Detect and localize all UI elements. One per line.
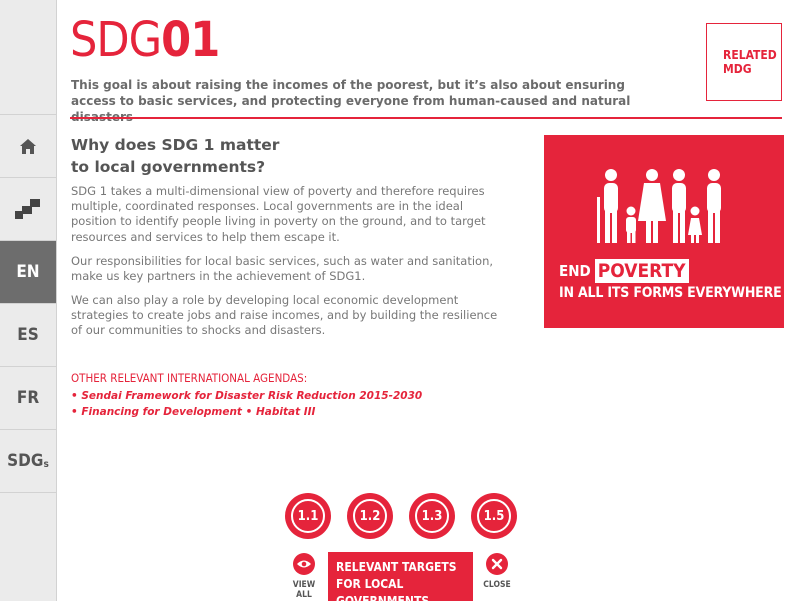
sidebar-item-stairs[interactable] [0, 178, 56, 241]
target-button-1-1[interactable] [285, 493, 331, 539]
agenda-links-financing-habitat[interactable]: • Financing for Development • Habitat III [71, 406, 316, 418]
relevant-targets-banner [328, 552, 473, 608]
sdgs-label: SDG [7, 451, 44, 471]
view-all-button[interactable] [284, 553, 324, 600]
related-label: RELATED [723, 48, 777, 62]
sidebar-item-es[interactable] [0, 304, 56, 367]
family-icon [597, 167, 732, 247]
sidebar-item-en[interactable] [0, 241, 56, 304]
title-number: 01 [161, 12, 220, 68]
close-label: CLOSE [483, 580, 511, 590]
target-button-1-5[interactable] [471, 493, 517, 539]
section-heading [71, 134, 371, 178]
sidebar-item-fr[interactable] [0, 367, 56, 430]
mdg-label: MDG [723, 62, 752, 76]
heading-line-2: to local governments? [71, 158, 266, 176]
heading-line-1: Why does SDG 1 matter [71, 136, 280, 154]
target-label: 1.5 [477, 499, 511, 533]
language-label-es: ES [17, 325, 39, 345]
page-subtitle: This goal is about raising the incomes of the poorest, but it’s also about ensuring access to basic services, and protecting everyone from human-caused and natural [71, 78, 631, 108]
relevant-line-2: FOR LOCAL GOVERNMENTS [336, 577, 430, 608]
sidebar-item-home[interactable] [0, 115, 56, 178]
close-button[interactable] [480, 553, 514, 590]
agendas-title: OTHER RELEVANT INTERNATIONAL AGENDAS: [71, 371, 308, 385]
goal-word-poverty: POVERTY [595, 259, 689, 283]
target-label: 1.2 [353, 499, 387, 533]
sidebar-top-spacer [0, 0, 56, 115]
language-label-en: EN [16, 262, 40, 282]
page-title [70, 12, 219, 68]
goal-banner [544, 135, 784, 328]
relevant-line-1: RELEVANT TARGETS [336, 560, 457, 574]
target-button-1-3[interactable] [409, 493, 455, 539]
eye-icon [293, 553, 315, 575]
language-label-fr: FR [16, 388, 40, 408]
sidebar-item-sdgs[interactable] [0, 430, 56, 493]
target-label: 1.1 [291, 499, 325, 533]
paragraph-2: Our responsibilities for local basic services, such as water and sanitation, make us key partners in the achievement of SDG1. [71, 254, 494, 284]
paragraph-3: We can also play a role by developing local economic development strategies to create jobs and raise incomes, and by building the resilience of our communities to shocks and disasters. [71, 293, 498, 338]
related-mdg-button[interactable] [706, 23, 782, 101]
view-all-label: VIEW ALL [292, 580, 316, 600]
sidebar [0, 0, 57, 601]
stairs-icon [14, 198, 42, 220]
home-icon [19, 138, 37, 155]
goal-word-end: END [559, 262, 591, 280]
target-label: 1.3 [415, 499, 449, 533]
agenda-link-sendai[interactable]: • Sendai Framework for Disaster Risk Reduction 2015-2030 [71, 390, 423, 402]
paragraph-1: SDG 1 takes a multi-dimensional view of poverty and therefore requires multiple, coordinated responses. Local governments are in the ideal position to identify people living in poverty on the ground, and to target resources and services to help them escape it. [71, 184, 486, 244]
goal-headline [559, 259, 689, 283]
target-button-1-2[interactable] [347, 493, 393, 539]
goal-tagline: IN ALL ITS FORMS EVERYWHERE [559, 285, 782, 301]
sdgs-label-suffix: s [43, 458, 49, 470]
header-divider [70, 117, 782, 119]
title-prefix: SDG [70, 12, 162, 68]
close-icon [486, 553, 508, 575]
